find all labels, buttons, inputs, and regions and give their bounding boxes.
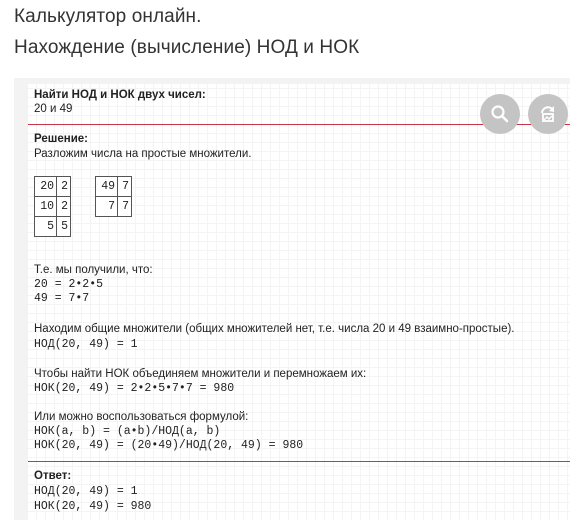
factor-cell: 49	[96, 177, 118, 197]
factor-table-49	[95, 176, 132, 217]
factor-cell: 10	[35, 197, 57, 217]
task-label: Найти НОД и НОК двух чисел:	[34, 89, 206, 101]
factor-table-20	[34, 176, 71, 237]
solution-label: Решение:	[34, 133, 89, 145]
solution-intro: Разложим числа на простые множители.	[34, 148, 252, 160]
search-button[interactable]	[480, 94, 520, 134]
formula-text: Или можно воспользоваться формулой:	[34, 411, 249, 423]
divider-answer	[28, 461, 570, 462]
answer-lcm: НОК(20, 49) = 980	[34, 500, 152, 513]
factor-cell: 5	[57, 217, 71, 237]
page-title-line2: Нахождение (вычисление) НОД и НОК	[14, 37, 360, 58]
factor-cell: 2	[57, 177, 71, 197]
common-factors-text: Находим общие множители (общих множителей нет, т.е. числа 20 и 49 взаимно-простые).	[34, 323, 515, 335]
factor-cell: 2	[57, 197, 71, 217]
got-text: Т.е. мы получили, что:	[34, 264, 153, 276]
refresh-image-icon	[538, 104, 558, 124]
gcd-line: НОД(20, 49) = 1	[34, 338, 138, 351]
factor-cell: 20	[35, 177, 57, 197]
refresh-image-button[interactable]	[528, 94, 568, 134]
task-numbers: 20 и 49	[34, 103, 73, 115]
factor-cell: 7	[118, 177, 132, 197]
factor-cell: 5	[35, 217, 57, 237]
factorization-49: 49 = 7•7	[34, 292, 90, 305]
answer-label: Ответ:	[34, 470, 72, 482]
formula-line: НОК(a, b) = (a•b)/НОД(a, b)	[34, 425, 221, 438]
page-title-line1: Калькулятор онлайн.	[14, 6, 202, 27]
factor-cell: 7	[118, 197, 132, 217]
search-icon	[490, 104, 510, 124]
factorization-20: 20 = 2•2•5	[34, 278, 104, 291]
factor-cell: 7	[96, 197, 118, 217]
answer-gcd: НОД(20, 49) = 1	[34, 485, 138, 498]
lcm-text: Чтобы найти НОК объединяем множители и перемножаем их:	[34, 368, 367, 380]
lcm-line: НОК(20, 49) = 2•2•5•7•7 = 980	[34, 382, 235, 395]
formula-calc: НОК(20, 49) = (20•49)/НОД(20, 49) = 980	[34, 439, 304, 452]
